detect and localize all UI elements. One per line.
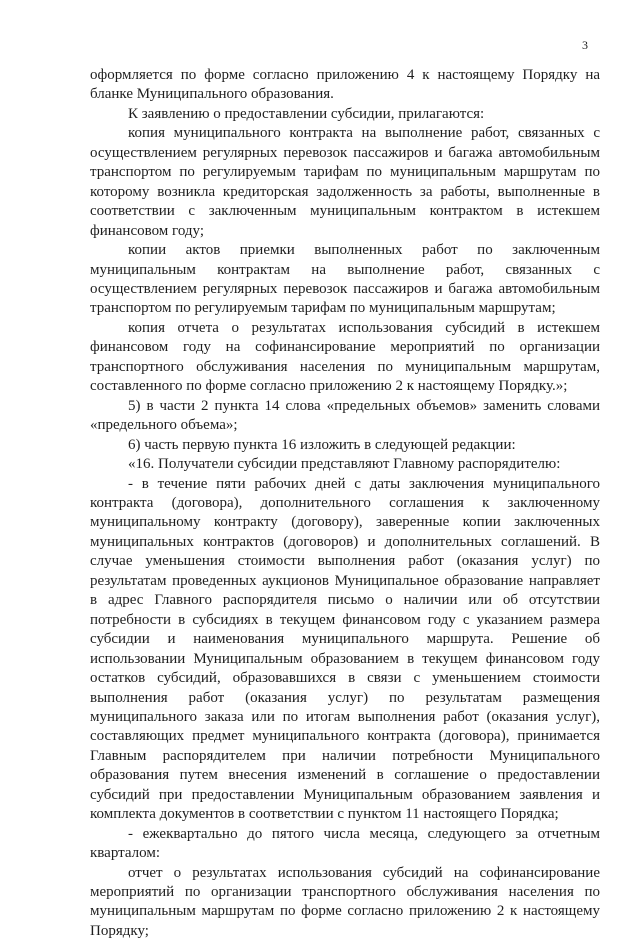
paragraph-form-note: оформляется по форме согласно приложению 4 к настоящему Порядку на бланке Муниципального образования. xyxy=(90,67,600,103)
paragraph-usage-report: отчет о результатах использования субсидий на софинансирование мероприятий по организации транспортного обслуживания населения по муниципальным маршрутам по форме согласно приложению 2 к настоящему Порядку; xyxy=(90,864,600,939)
paragraph-attachments-intro: К заявлению о предоставлении субсидии, прилагаются: xyxy=(128,105,485,122)
page-number: 3 xyxy=(582,38,588,52)
paragraph-point-16: «16. Получатели субсидии представляют Главному распорядителю: xyxy=(128,456,561,473)
paragraph-quarterly-requirement: - ежеквартально до пятого числа месяца, следующего за отчетным кварталом: xyxy=(90,825,600,862)
paragraph-five-days-requirement: - в течение пяти рабочих дней с даты заключения муниципального контракта (договора), дополнительного соглашения к заключенному муниципальному контракту (договору), заверенные копии заключенных муниципальных контрактов (договоров) и дополнительных соглашений. В случае уменьшения стоимости выполнения работ (оказания услуг) по результатам проведенных аукционов Муниципальное образование направляет в адрес Главного распорядителя письмо о наличии или об отсутствии потребности в субсидиях в текущем финансовом году с указанием размера субсидии и наименования муниципального маршрута. Решение об использовании Муниципальным образованием в текущем финансовом году остатков субсидий, образовавшихся в связи с уменьшением стоимости выполнения работ (оказания услуг) по результатам размещения муниципального заказа или по итогам выполнения работ (оказания услуг), составляющих предмет муниципального контракта (договора), принимается Главным распорядителем при наличии потребности Муниципального образования путем внесения изменений в соглашение о предоставлении субсидий при предоставлении Муниципальным образованием заявления и комплекта документов в соответствии с пунктом 11 настоящего Порядка; xyxy=(90,475,600,823)
paragraph-amendment-5: 5) в части 2 пункта 14 слова «предельных объемов» заменить словами «предельного объема»; xyxy=(90,397,600,434)
paragraph-contract-copy: копия муниципального контракта на выполнение работ, связанных с осуществлением регулярных перевозок пассажиров и багажа автомобильным транспортом по регулируемым тарифам по муниципальным маршрутам по которому возникла кредиторская задолженность за работы, выполненные в соответствии с заключенным муниципальным контрактом в истекшем финансовом году; xyxy=(90,125,600,239)
paragraph-amendment-6: 6) часть первую пункта 16 изложить в следующей редакции: xyxy=(128,436,516,453)
paragraph-report-copy: копия отчета о результатах использования субсидий в истекшем финансовом году на софинансирование мероприятий по организации транспортного обслуживания населения по муниципальным маршрутам, составленного по форме согласно приложению 2 к настоящему Порядку.»; xyxy=(90,319,600,395)
paragraph-acceptance-acts: копии актов приемки выполненных работ по заключенным муниципальным контрактам на выполнение работ, связанных с осуществлением регулярных перевозок пассажиров и багажа автомобильным транспортом по регулируемым тарифам по муниципальным маршрутам; xyxy=(90,242,600,317)
document-body xyxy=(90,66,600,941)
